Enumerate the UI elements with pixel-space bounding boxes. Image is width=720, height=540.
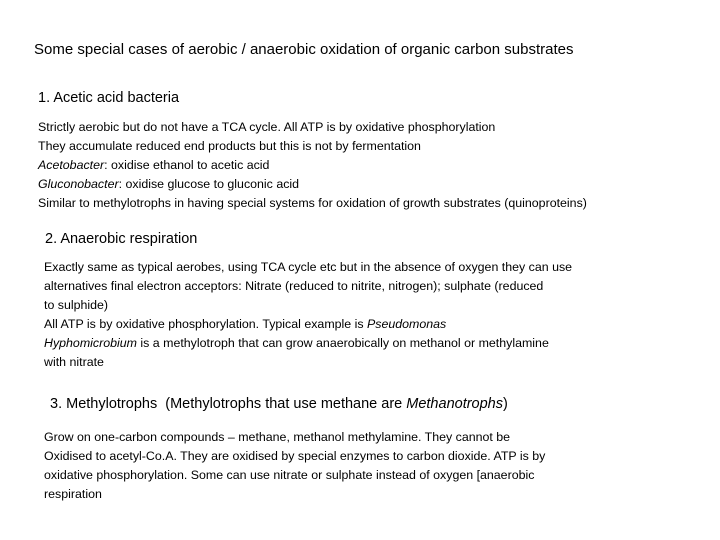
- text-line: [44, 466, 664, 485]
- page-title: Some special cases of aerobic / anaerobic oxidation of organic carbon substrates: [34, 41, 574, 58]
- text-run: Strictly aerobic but do not have a TCA cycle. All ATP is by oxidative phosphorylation: [38, 120, 496, 134]
- section-heading-anaerobic-respiration: 2. Anaerobic respiration: [45, 231, 198, 247]
- section-heading-label: 3. Methylotrophs: [50, 396, 158, 412]
- text-run: respiration: [44, 487, 102, 501]
- text-line: [44, 428, 664, 447]
- text-line: [38, 137, 708, 156]
- text-line: [44, 334, 664, 353]
- text-run: is a methylotroph that can grow anaerobically on methanol or methylamine: [136, 336, 549, 350]
- text-line: [44, 485, 664, 504]
- text-run: Oxidised to acetyl-Co.A. They are oxidised by special enzymes to carbon dioxide. ATP is by: [44, 449, 546, 463]
- text-run: Similar to methylotrophs in having special systems for oxidation of growth substrates (quinoproteins): [38, 196, 587, 210]
- text-run: alternatives final electron acceptors: Nitrate (reduced to nitrite, nitrogen); sulphate (reduced: [44, 279, 544, 293]
- text-line: [38, 118, 708, 137]
- heading-note: (Methylotrophs that use methane are: [165, 396, 407, 412]
- text-line: [38, 156, 708, 175]
- text-line: [44, 353, 664, 372]
- text-line: [44, 258, 664, 277]
- text-line: [38, 175, 708, 194]
- text-run: : oxidise ethanol to acetic acid: [104, 158, 270, 172]
- text-run: to sulphide): [44, 298, 109, 312]
- text-run: oxidative phosphorylation. Some can use nitrate or sulphate instead of oxygen [anaerobic: [44, 468, 535, 482]
- heading-note-end: ): [503, 396, 508, 412]
- section-body-anaerobic-respiration: [44, 258, 664, 372]
- text-run: Exactly same as typical aerobes, using TCA cycle etc but in the absence of oxygen they can use: [44, 260, 573, 274]
- text-run: : oxidise glucose to gluconic acid: [118, 177, 300, 191]
- organism-name: Methanotrophs: [406, 396, 503, 412]
- text-line: [44, 277, 664, 296]
- section-body-methylotrophs: [44, 428, 664, 504]
- organism-name: Gluconobacter: [38, 177, 119, 191]
- text-line: [38, 194, 708, 213]
- text-line: [44, 296, 664, 315]
- organism-name: Acetobacter: [38, 158, 105, 172]
- section-body-acetic-acid-bacteria: [38, 118, 708, 213]
- organism-name: Pseudomonas: [367, 317, 447, 331]
- text-run: Grow on one-carbon compounds – methane, methanol methylamine. They cannot be: [44, 430, 511, 444]
- section-heading-methylotrophs: [50, 396, 508, 412]
- section-heading-acetic-acid-bacteria: 1. Acetic acid bacteria: [38, 90, 180, 106]
- text-line: [44, 315, 664, 334]
- text-run: They accumulate reduced end products but this is not by fermentation: [38, 139, 421, 153]
- text-run: with nitrate: [44, 355, 104, 369]
- text-line: [44, 447, 664, 466]
- organism-name: Hyphomicrobium: [44, 336, 137, 350]
- text-run: All ATP is by oxidative phosphorylation. Typical example is: [44, 317, 368, 331]
